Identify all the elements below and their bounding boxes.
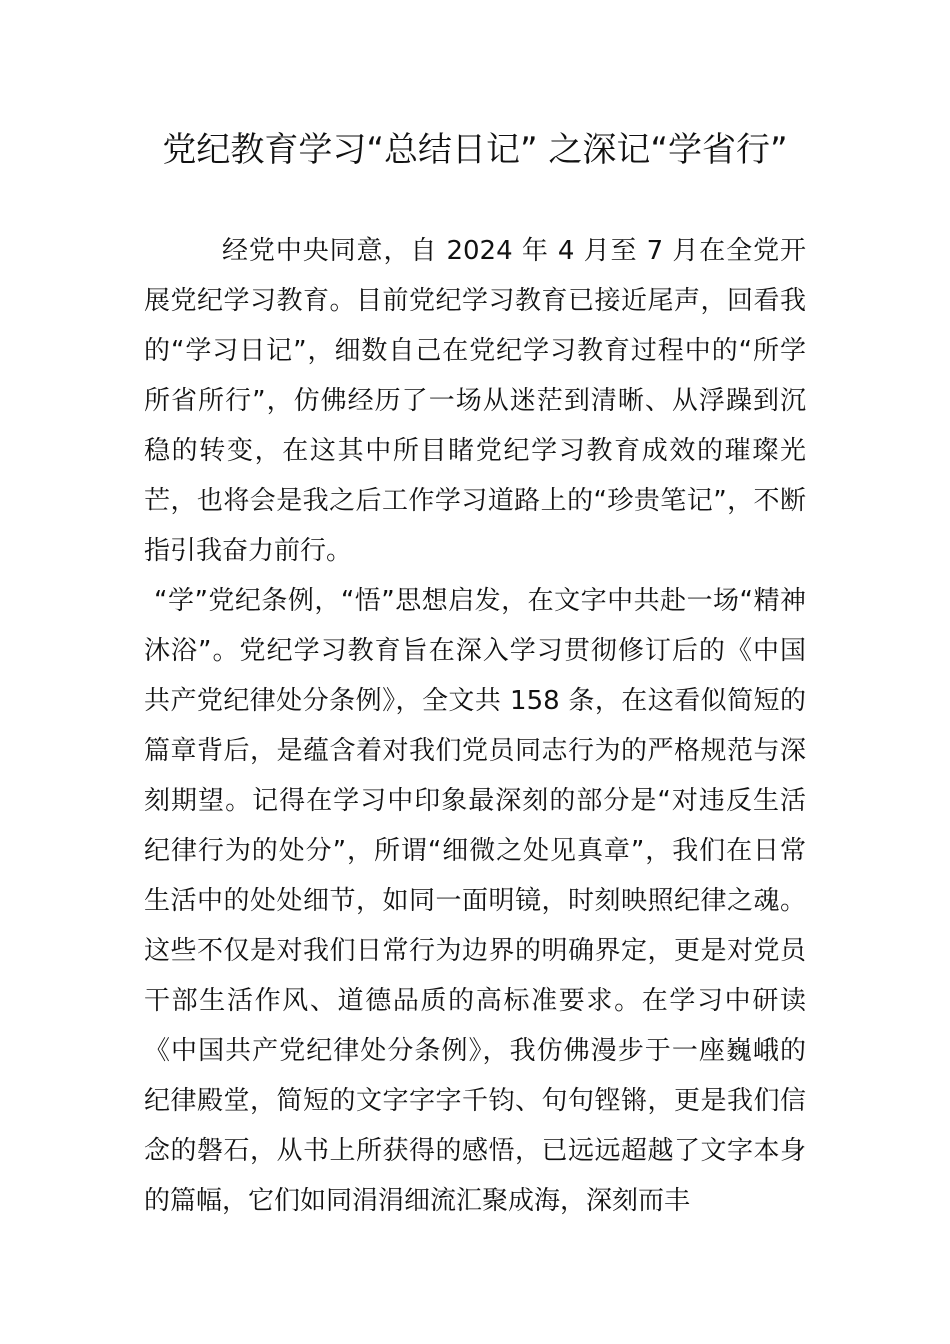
document-title: 党纪教育学习“总结日记” 之深记“学省行” bbox=[162, 130, 788, 170]
paragraph-study-regulations: “学”党纪条例，“悟”思想启发，在文字中共赴一场“精神沐浴”。党纪学习教育旨在深入学习贯彻修订后的《中国共产党纪律处分条例》，全文共 158 条，在这看似简短的篇章背后，是蕴含着对我们党员同志行为的严格规范与深刻期望。记得在学习中印象最深刻的部分是“对违反生活纪律行为的处分”，所谓“细微之处见真章”，我们在日常生活中的处处细节，如同一面明镜，时刻映照纪律之魂。这些不仅是对我们日常行为边界的明确界定，更是对党员干部生活作风、道德品质的高标准要求。在学习中研读《中国共产党纪律处分条例》，我仿佛漫步于一座巍峨的纪律殿堂，简短的文字字字千钧、句句铿锵，更是我们信念的磐石，从书上所获得的感悟，已远远超越了文字本身的篇幅，它们如同涓涓细流汇聚成海，深刻而丰 bbox=[144, 586, 806, 1216]
document-body bbox=[144, 226, 806, 1226]
paragraph-intro: 经党中央同意，自 2024 年 4 月至 7 月在全党开展党纪学习教育。目前党纪学习教育已接近尾声，回看我的“学习日记”，细数自己在党纪学习教育过程中的“所学所省所行”，仿佛经历了一场从迷茫到清晰、从浮躁到沉稳的转变，在这其中所目睹党纪学习教育成效的璀璨光芒，也将会是我之后工作学习道路上的“珍贵笔记”，不断指引我奋力前行。 bbox=[144, 236, 806, 566]
